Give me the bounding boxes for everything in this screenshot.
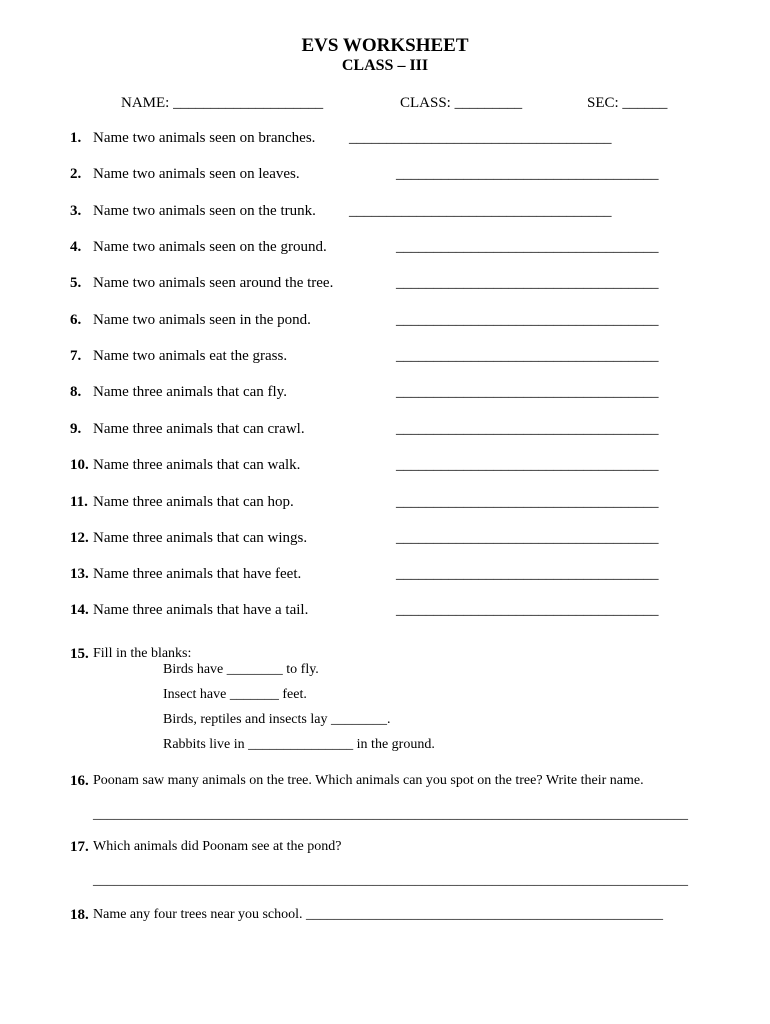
question-text: Name two animals eat the grass.	[93, 348, 288, 364]
question-number: 11.	[70, 494, 88, 510]
question-number: 10.	[70, 457, 89, 473]
question-text: Name three animals that can wings.	[93, 530, 308, 546]
question-text: Name three animals that have feet.	[93, 566, 302, 582]
question-number: 5.	[70, 275, 82, 291]
fill-blank-item: Birds, reptiles and insects lay ________.	[163, 712, 391, 727]
answer-blank: ___________________________________	[396, 348, 659, 364]
question-text: Name three animals that can hop.	[93, 494, 294, 510]
answer-blank: ___________________________________	[396, 530, 659, 546]
answer-blank: ___________________________________	[396, 457, 659, 473]
question-number: 13.	[70, 566, 89, 582]
answer-blank: ___________________________________	[396, 166, 659, 182]
question-text: Name two animals seen on branches.	[93, 130, 316, 146]
answer-blank: ___________________________________	[396, 602, 659, 618]
question-number: 15.	[70, 646, 89, 662]
question-number: 3.	[70, 203, 82, 219]
question-number: 4.	[70, 239, 82, 255]
answer-blank: ___________________________________	[396, 384, 659, 400]
answer-blank: ___________________________________	[349, 203, 612, 219]
question-text: Name three animals that can walk.	[93, 457, 301, 473]
question-number: 8.	[70, 384, 82, 400]
answer-blank: ___________________________________	[396, 421, 659, 437]
answer-blank: ___________________________________	[396, 239, 659, 255]
question-text: Name two animals seen around the tree.	[93, 275, 334, 291]
question-text: Name two animals seen in the pond.	[93, 312, 311, 328]
question-number: 9.	[70, 421, 82, 437]
question-number: 16.	[70, 773, 89, 789]
fill-blank-item: Rabbits live in _______________ in the ground.	[163, 737, 435, 752]
question-number: 17.	[70, 839, 89, 855]
answer-line: _____________________________________________________________________________________	[93, 873, 688, 888]
name-field: NAME: ____________________	[121, 95, 324, 111]
question-text: Which animals did Poonam see at the pond?	[93, 839, 342, 854]
question-number: 1.	[70, 130, 82, 146]
question-text: Name three animals that can fly.	[93, 384, 287, 400]
fill-blank-item: Insect have _______ feet.	[163, 687, 307, 702]
question-text: Name two animals seen on leaves.	[93, 166, 300, 182]
question-number: 6.	[70, 312, 82, 328]
answer-blank: ___________________________________	[396, 312, 659, 328]
question-text: Name any four trees near you school. ___________________________________________________	[93, 907, 664, 922]
question-text: Name two animals seen on the ground.	[93, 239, 327, 255]
question-number: 12.	[70, 530, 89, 546]
sec-field: SEC: ______	[587, 95, 668, 111]
answer-line: _____________________________________________________________________________________	[93, 807, 688, 822]
answer-blank: ___________________________________	[349, 130, 612, 146]
class-subtitle: CLASS – III	[341, 57, 429, 74]
question-text: Name three animals that have a tail.	[93, 602, 309, 618]
fill-blank-item: Birds have ________ to fly.	[163, 662, 319, 677]
question-text: Poonam saw many animals on the tree. Which animals can you spot on the tree? Write their name.	[93, 773, 644, 788]
worksheet-title: EVS WORKSHEET	[301, 35, 469, 56]
answer-blank: ___________________________________	[396, 275, 659, 291]
answer-blank: ___________________________________	[396, 566, 659, 582]
class-field: CLASS: _________	[400, 95, 523, 111]
question-text: Fill in the blanks:	[93, 646, 192, 661]
question-number: 7.	[70, 348, 82, 364]
question-number: 18.	[70, 907, 89, 923]
question-text: Name three animals that can crawl.	[93, 421, 305, 437]
question-number: 2.	[70, 166, 82, 182]
question-number: 14.	[70, 602, 89, 618]
answer-blank: ___________________________________	[396, 494, 659, 510]
question-text: Name two animals seen on the trunk.	[93, 203, 316, 219]
